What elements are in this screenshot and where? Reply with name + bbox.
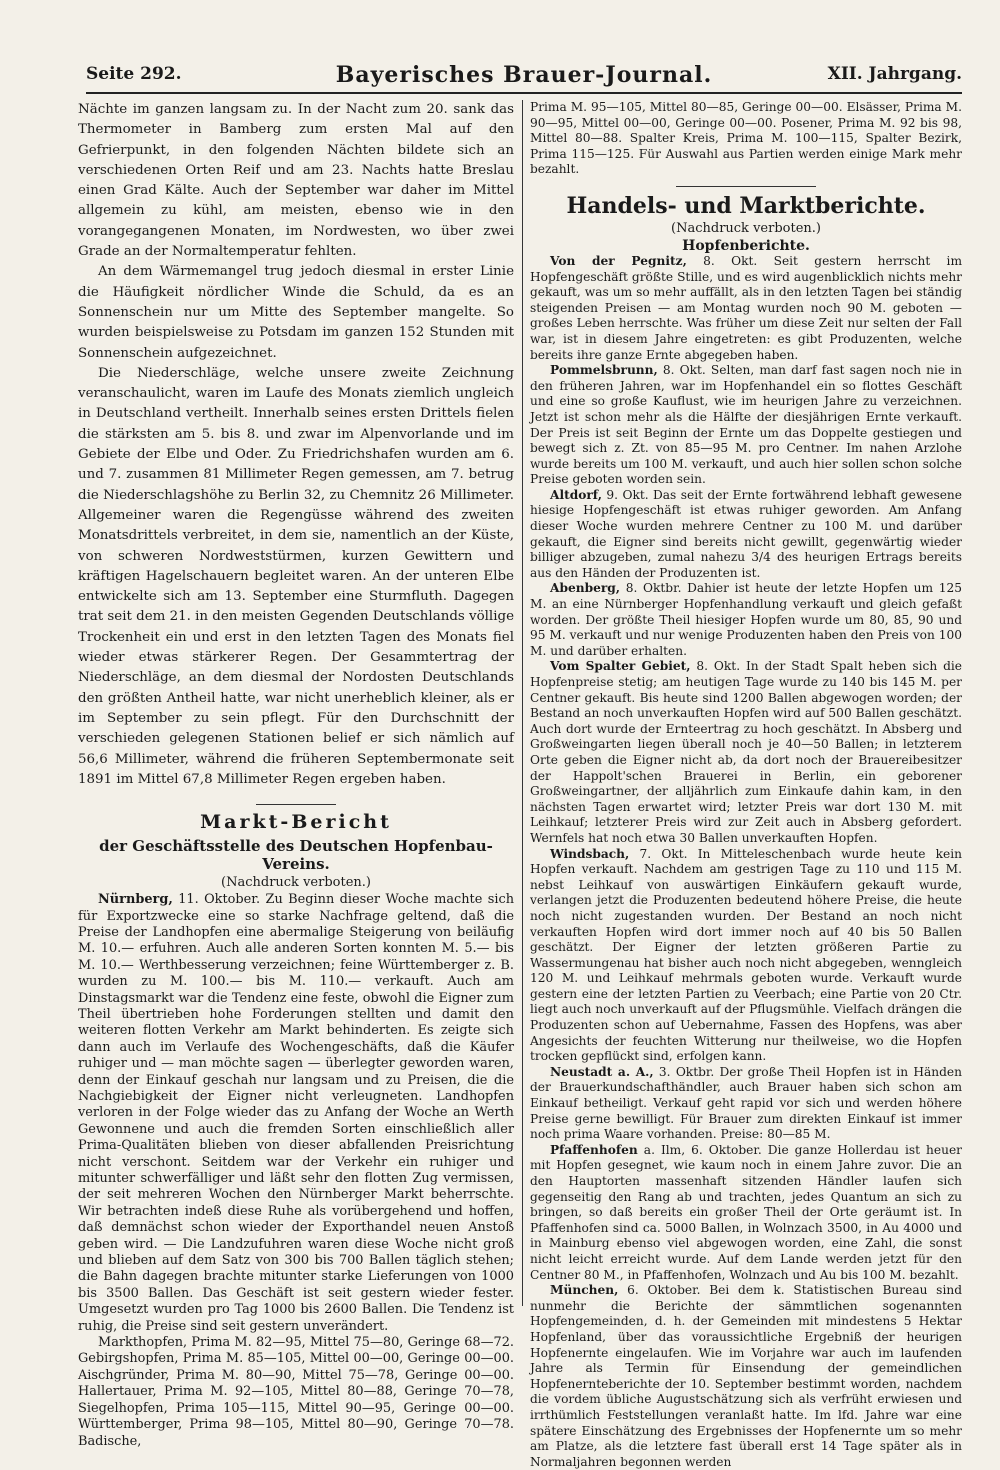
report-paragraph xyxy=(530,488,962,582)
report-place: Von der Pegnitz, xyxy=(550,253,687,268)
hop-reports xyxy=(530,254,962,1470)
report-text: 7. Okt. In Mitteleschenbach wurde heute kein Hopfen verkauft. Nachdem am gestrigen Tage zu 110 und 115 M. nebst Leihkauf von auswärtigen Einkäufern gekauft wurde, verlangen jetzt die Produzenten bedeutend höhere Preise, die heute noch nicht zugestanden wurden. Der Bestand an noch nicht verkauften Hopfen wird dort immer noch auf 40 bis 50 Ballen geschätzt. Der Eigner der letzten größeren Partie zu Wassermungenau hat bisher auch noch nicht abgegeben, wenngleich 120 M. und Leihkauf mehrmals geboten wurde. Verkauft wurde gestern eine der letzten Partien zu Veerbach; eine Partie von 20 Ctr. liegt auch noch unverkauft auf der Pflugsmühle. Vielfach drängen die Produzenten schon auf Uebernahme, Fassen des Hopfens, was aber Angesichts der feuchten Witterung nur theilweise, wo die Hopfen trocken gepflückt sind, erfolgen kann. xyxy=(530,846,962,1064)
report-paragraph xyxy=(530,847,962,1065)
market-report-subtitle: der Geschäftsstelle des Deutschen Hopfenbau-Vereins. xyxy=(99,837,493,874)
report-paragraph xyxy=(530,1283,962,1470)
report-place: Pfaffenhofen xyxy=(550,1142,638,1157)
report-text: 8. Oktbr. Dahier ist heute der letzte Hopfen um 125 M. an eine Nürnberger Hopfenhandlung verkauft und gleich gefaßt worden. Der größte Theil hiesiger Hopfen wurde um 80, 85, 90 und 95 M. verkauft und nur wenige Produzenten haben den Preis von 100 M. und darüber erhalten. xyxy=(530,581,962,658)
report-text: 9. Okt. Das seit der Ernte fortwährend lebhaft gewesene hiesige Hopfengeschäft ist etwas ruhiger geworden. Am Anfang dieser Woche wurden mehrere Centner zu 100 M. und darüber gekauft, die Eigner sind bereits nicht gewillt, gegenwärtig wieder billiger abzugeben, zumal nahezu 3/4 des heurigen Ertrags bereits aus den Händen der Produzenten ist. xyxy=(530,487,962,580)
nuernberg-report xyxy=(78,892,514,1335)
report-paragraph xyxy=(530,1065,962,1143)
market-report-title: Markt-Bericht xyxy=(200,811,392,834)
reprint-note: (Nachdruck verboten.) xyxy=(671,220,821,236)
page-header xyxy=(86,62,962,94)
report-paragraph xyxy=(530,659,962,846)
separator-rule xyxy=(676,186,816,187)
report-text: 6. Oktober. Bei dem k. Statistischen Bureau sind nunmehr die Berichte der sämmtlichen sogenannten Hopfengemeinden, d. h. der Gemeinden mit mindestens 5 Hektar Hopfenland, über das voraussichtliche Ergebniß der heurigen Hopfenernte eingelaufen. Wie im Vorjahre war auch im laufenden Jahre als Termin für Einsendung der gemeindlichen Hopfenernteberichte der 10. September bestimmt worden, nachdem die vordem übliche Augustschätzung sich als verfrüht erwiesen und irrthümlich Feststellungen veranlaßt hatte. Im lfd. Jahre war eine spätere Einschätzung des Ergebnisses der Hopfenernte um so mehr am Platze, als die letztere fast überall erst 14 Tage später als in Normaljahren begonnen werden xyxy=(530,1283,962,1469)
report-paragraph xyxy=(530,254,962,363)
journal-title: Bayerisches Brauer-Journal. xyxy=(335,62,713,88)
report-text: 8. Okt. Seit gestern herrscht im Hopfengeschäft größte Stille, und es wird augenblicklich nichts mehr gekauft, was um so mehr auffällt, als in den letzten Tagen bei ständig steigenden Preisen — am Montag wurden noch 90 M. geboten — großes Leben herrschte. Was früher um diese Zeit nur selten der Fall war, ist in diesem Jahre eingetreten: es gibt Produzenten, welche bereits ihre ganze Ernte abgegeben haben. xyxy=(530,253,962,362)
report-place: Abenberg, xyxy=(550,581,621,596)
report-paragraph xyxy=(530,363,962,488)
right-column xyxy=(530,100,962,1469)
subsection-title: Hopfenberichte. xyxy=(682,237,810,254)
report-place: Neustadt a. A., xyxy=(550,1064,654,1079)
price-list-continued: Prima M. 95—105, Mittel 80—85, Geringe 00—00. Elsässer, Prima M. 90—95, Mittel 00—00, Geringe 00—00. Posener, Prima M. 92 bis 98, Mittel 80—88. Spalter Kreis, Prima M. 100—115, Spalter Bezirk, Prima 115—125. Für Auswahl aus Partien werden einige Mark mehr bezahlt. xyxy=(530,100,962,177)
report-place: Altdorf, xyxy=(550,487,603,502)
report-text: 8. Okt. Selten, man darf fast sagen noch nie in den früheren Jahren, war im Hopfenhandel ein so flottes Geschäft und eine so große Kauflust, wie im heurigen Jahre zu verzeichnen. Jetzt ist schon mehr als die Hälfte der diesjährigen Ernte verkauft. Der Preis ist seit Beginn der Ernte um das Doppelte gestiegen und bewegt sich z. Zt. von 85—95 M. pro Centner. Im nahen Arzlohe wurde bereits um 100 M. verkauft, und auch hier sollen schon solche Preise geboten worden sein. xyxy=(530,363,962,487)
report-text: a. Ilm, 6. Oktober. Die ganze Hollerdau ist heuer mit Hopfen gesegnet, wie kaum noch in einem Jahre zuvor. Die an den Hauptorten massenhaft sitzenden Händler laufen sich gegenseitig den Rang ab und trachten, jedes Quantum an sich zu bringen, so daß bereits ein großer Theil der Orte geräumt ist. In Pfaffenhofen sind ca. 5000 Ballen, in Wolnzach 3500, in Au 4000 und in Mainburg ebenso viel abgewogen worden, eine Zahl, die sonst nicht leicht erreicht wurde. Auf dem Lande werden jetzt für den Centner 80 M., in Pfaffenhofen, Wolnzach und Au bis 100 M. bezahlt. xyxy=(530,1142,962,1282)
report-place: Windsbach, xyxy=(550,846,630,861)
volume-label: XII. Jahrgang. xyxy=(827,64,962,84)
report-paragraph xyxy=(530,1143,962,1283)
report-place: Pommelsbrunn, xyxy=(550,363,658,378)
report-paragraph xyxy=(530,581,962,659)
column-divider xyxy=(522,100,523,1306)
price-list: Markthopfen, Prima M. 82—95, Mittel 75—80, Geringe 68—72. Gebirgshopfen, Prima M. 85—105, Mittel 00—00, Geringe 00—00. Aischgründer, Prima M. 80—90, Mittel 75—78, Geringe 00—00. Hallertauer, Prima M. 92—105, Mittel 80—88, Geringe 70—78, Siegelhopfen, Prima 105—115, Mittel 90—95, Geringe 00—00. Württemberger, Prima 98—105, Mittel 80—90, Geringe 70—78. Badische, xyxy=(78,1335,514,1449)
report-place: Nürnberg, xyxy=(98,892,173,908)
paragraph: Die Niederschläge, welche unsere zweite Zeichnung veranschaulicht, waren im Laufe des Monats ziemlich ungleich in Deutschland vertheilt. Innerhalb seines ersten Drittels fielen die stärksten am 5. bis 8. und zwar im Alpenvorlande und im Gebiete der Elbe und Oder. Zu Friedrichshafen wurden am 6. und 7. zusammen 81 Millimeter Regen gemessen, am 7. betrug die Niederschlagshöhe zu Berlin 32, zu Chemnitz 26 Millimeter. Allgemeiner waren die Regengüsse während des zweiten Monatsdrittels verbreitet, in dem sie, namentlich an der Küste, von schweren Nordweststürmen, kurzen Gewittern und kräftigen Hagelschauern begleitet waren. An der unteren Elbe entwickelte sich am 13. September eine Sturmfluth. Dagegen trat seit dem 21. in den meisten Gegenden Deutschlands völlige Trockenheit ein und erst in den letzten Tagen des Monats fiel wieder etwas stärkerer Regen. Der Gesammtertrag der Niederschläge, an dem diesmal der Nordosten Deutschlands den größten Antheil hatte, war nicht unerheblich kleiner, als er im September zu sein pflegt. Für den Durchschnitt der verschieden gelegenen Stationen belief er sich nämlich auf 56,6 Millimeter, während die früheren Septembermonate seit 1891 im Mittel 67,8 Millimeter Regen ergeben haben. xyxy=(78,365,514,787)
separator-rule xyxy=(256,804,336,805)
report-place: Vom Spalter Gebiet, xyxy=(550,659,691,674)
report-text: 11. Oktober. Zu Beginn dieser Woche machte sich für Exportzwecke eine so starke Nachfrage geltend, daß die Preise der Landhopfen eine abermalige Steigerung von beiläufig M. 10.— erfuhren. Auch alle anderen Sorten konnten M. 5.— bis M. 10.— Werthbesserung verzeichnen; feine Württemberger z. B. wurden zu M. 100.— bis M. 110.— verkauft. Auch am Dinstagsmarkt war die Tendenz eine feste, obwohl die Eigner zum Theil übertrieben hohe Forderungen stellten und damit den weiteren flotten Verkehr am Markt behinderten. Es zeigte sich dann auch im Verlaufe des Wochengeschäfts, daß die Käufer ruhiger und — man möchte sagen — überlegter geworden waren, denn der Einkauf geschah nur langsam und zu Preisen, die die Nachgiebigkeit der Eigner nicht verleugneten. Landhopfen verloren in der Folge wieder das zu Anfang der Woche an Werth Gewonnene und auch die fremden Sorten einschließlich aller Prima-Qualitäten blieben von dieser abfallenden Preisrichtung nicht verschont. Seitdem war der Verkehr ein ruhiger und mitunter schwerfälliger und läßt sehr den flotten Zug vermissen, der seit mehreren Wochen den Nürnberger Markt beherrschte. Wir betrachten indeß diese Ruhe als vorübergehend und hoffen, daß demnächst schon wieder der Exporthandel neuen Anstoß geben wird. — Die Landzufuhren waren diese Woche nicht groß und blieben auf dem Satz von 300 bis 700 Ballen täglich stehen; die Bahn dagegen brachte mitunter starke Lieferungen von 1000 bis 3500 Ballen. Das Geschäft ist seit gestern wieder fester. Umgesetzt wurden pro Tag 1000 bis 2600 Ballen. Die Tendenz ist ruhig, die Preise sind seit gestern unverändert. xyxy=(78,892,514,1334)
left-column xyxy=(78,100,514,1449)
report-text: 3. Oktbr. Der große Theil Hopfen ist in Händen der Brauerkundschafthändler, auch Brauer haben sich schon am Einkauf betheiligt. Verkauf geht rapid vor sich und werden höhere Preise gerne bewilligt. Für Brauer zum direkten Einkauf ist immer noch prima Waare vorhanden. Preise: 80—85 M. xyxy=(530,1064,962,1142)
paragraph: An dem Wärmemangel trug jedoch diesmal in erster Linie die Häufigkeit nördlicher Winde die Schuld, da es an Sonnenschein nur um Mitte des September mangelte. So wurden beispielsweise zu Potsdam im ganzen 152 Stunden mit Sonnenschein aufgezeichnet. xyxy=(78,264,514,361)
reprint-note: (Nachdruck verboten.) xyxy=(221,875,371,891)
page-number: Seite 292. xyxy=(86,64,182,84)
report-place: München, xyxy=(550,1283,619,1298)
report-text: 8. Okt. In der Stadt Spalt heben sich die Hopfenpreise stetig; am heutigen Tage wurde zu 140 bis 145 M. per Centner gekauft. Bis heute sind 1200 Ballen abgewogen worden; der Bestand an noch unverkauften Hopfen wird auf 500 Ballen geschätzt. Auch dort wurde der Ernteertrag zu hoch geschätzt. In Absberg und Großweingarten liegen überall noch je 40—50 Ballen; in letzterem Orte geben die Eigner nicht ab, da dort noch der Brauereibesitzer der Happolt'schen Brauerei in Berlin, ein geborener Großweingartner, der alljährlich zum Einkaufe dahin kam, in den nächsten Tagen erwartet wird; letzter Preis war dort 130 M. mit Leihkauf; letzterer Preis wird zur Zeit auch in Absberg gefordert. Wernfels hat noch etwa 30 Ballen unverkauften Hopfen. xyxy=(530,659,962,845)
paragraph: Nächte im ganzen langsam zu. In der Nacht zum 20. sank das Thermometer in Bamberg zum ersten Mal auf den Gefrierpunkt, in den folgenden Nächten bildete sich an verschiedenen Orten Reif und am 23. Nachts hatte Breslau einen Grad Kälte. Auch der September war daher im Mittel allgemein zu kühl, am meisten, ebenso wie in den vorangegangenen Monaten, im Nordwesten, wo über zwei Grade an der Normaltemperatur fehlten. xyxy=(78,102,514,260)
section-title: Handels- und Marktberichte. xyxy=(566,192,926,219)
